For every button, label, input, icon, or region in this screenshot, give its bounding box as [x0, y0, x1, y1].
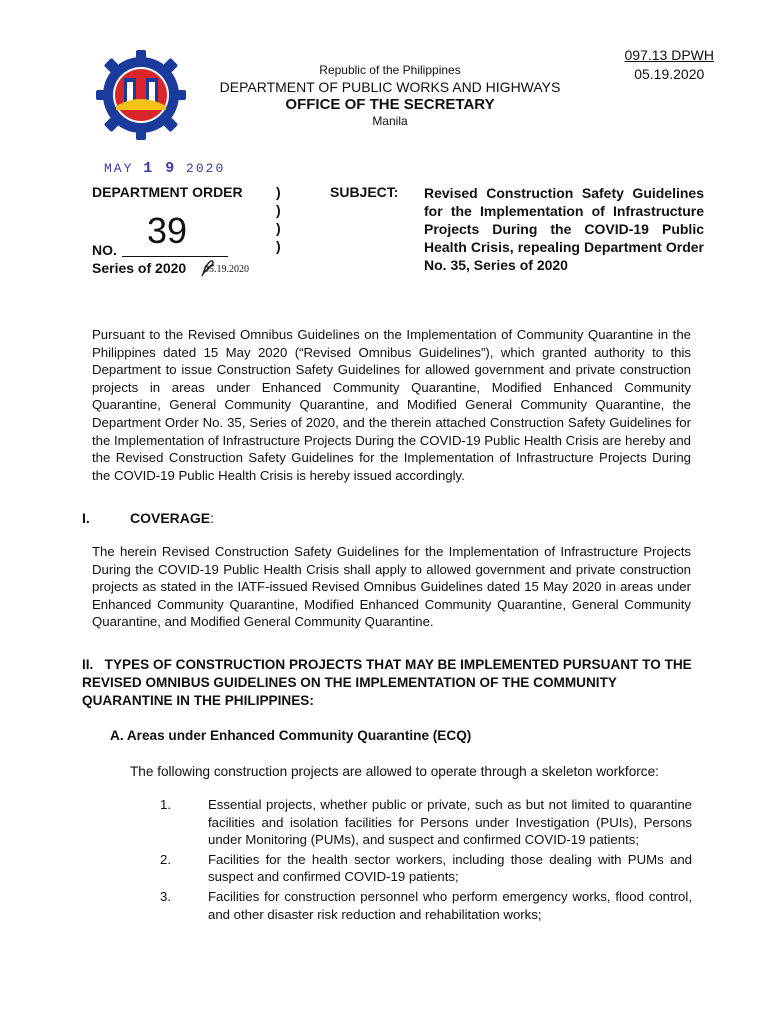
list-item-number: 1.	[160, 797, 171, 812]
department-order-block	[92, 184, 302, 284]
subject-text: Revised Construction Safety Guidelines for the Implementation of Infrastructure Projects During the COVID-19 Public Health Crisis, repealing Department Order No. 35, Series of 2020	[424, 185, 704, 273]
subject-label: SUBJECT:	[330, 184, 399, 200]
letterhead-city: Manila	[372, 114, 408, 128]
preamble-paragraph: Pursuant to the Revised Omnibus Guidelines on the Implementation of Community Quarantine in the Philippines dated 15 May 2020 (“Revised Omnibus Guidelines”), which granted authority to this Department to issue Construction Safety Guidelines for allowed government and private construction projects in areas under Enhanced Community Quarantine, Modified Enhanced Community Quarantine, General Community Quarantine, and Modified General Community Quarantine, the Department Order No. 35, Series of 2020, and the therein attached Construction Safety Guidelines for the Implementation of Infrastructure Projects During the COVID-19 Public Health Crisis are hereby and the Revised Construction Safety Guidelines for the Implementation of Infrastructure Projects During the COVID-19 Public Health Crisis is hereby issued accordingly.	[92, 327, 691, 483]
order-series: Series of 2020	[92, 260, 187, 276]
section-1-body: The herein Revised Construction Safety Guidelines for the Implementation of Infrastructure Projects During the COVID-19 Public Health Crisis shall apply to allowed government and private construction projects as stated in the IATF-issued Revised Omnibus Guidelines dated 15 May 2020 in areas under Enhanced Community Quarantine, Modified Enhanced Community Quarantine, General Community Quarantine, and Modified General Community Quarantine.	[92, 544, 691, 630]
stamp-day: 1 9	[143, 160, 177, 177]
paren: )	[276, 220, 281, 236]
letterhead	[200, 62, 580, 130]
section-a-intro: The following construction projects are allowed to operate through a skeleton workforce:	[130, 764, 659, 779]
date-stamp	[104, 160, 225, 177]
paren: )	[276, 202, 281, 218]
list-item-number: 2.	[160, 851, 171, 867]
order-title: DEPARTMENT ORDER	[92, 184, 243, 200]
section-a-list	[160, 796, 692, 923]
list-item	[160, 851, 692, 886]
document-reference	[625, 46, 714, 84]
section-2-heading: II. TYPES OF CONSTRUCTION PROJECTS THAT MAY BE IMPLEMENTED PURSUANT TO THE REVISED OMNIBUS GUIDELINES ON THE IMPLEMENTATION OF THE COMMUNITY QUARANTINE IN THE PHILIPPINES:	[82, 657, 696, 708]
dpwh-logo	[94, 48, 188, 142]
order-no-label: NO.	[92, 242, 117, 258]
section-a-heading: A. Areas under Enhanced Community Quarantine (ECQ)	[110, 728, 472, 743]
order-no-underline	[122, 242, 228, 257]
letterhead-office: OFFICE OF THE SECRETARY	[285, 96, 495, 113]
section-1-title: COVERAGE:	[130, 510, 215, 526]
list-item-text: Facilities for construction personnel who perform emergency works, flood control, and other disaster risk reduction and rehabilitation works;	[208, 888, 692, 922]
paren: )	[276, 184, 281, 200]
document-date: 05.19.2020	[634, 66, 705, 82]
list-item-text: Essential projects, whether public or private, such as but not limited to quarantine facilities and isolation facilities for Persons under Investigation (PUIs), Persons under Monitoring (PUMs), and suspect and confirmed COVID-19 patients;	[208, 797, 692, 848]
order-number: 39	[147, 210, 188, 251]
list-item	[160, 888, 692, 923]
list-item	[160, 796, 692, 849]
list-item-number: 3.	[160, 888, 171, 904]
order-signed-date: 05.19.2020	[204, 264, 249, 275]
stamp-year: 2020	[186, 161, 226, 176]
paren: )	[276, 238, 281, 254]
letterhead-republic: Republic of the Philippines	[319, 63, 461, 77]
section-1-number: I.	[82, 510, 90, 526]
list-item-text: Facilities for the health sector workers, including those dealing with PUMs and suspect and confirmed COVID-19 patients;	[208, 851, 692, 885]
document-code: 097.13 DPWH	[624, 47, 714, 63]
letterhead-department: DEPARTMENT OF PUBLIC WORKS AND HIGHWAYS	[219, 79, 561, 95]
stamp-month: MAY	[104, 161, 134, 176]
